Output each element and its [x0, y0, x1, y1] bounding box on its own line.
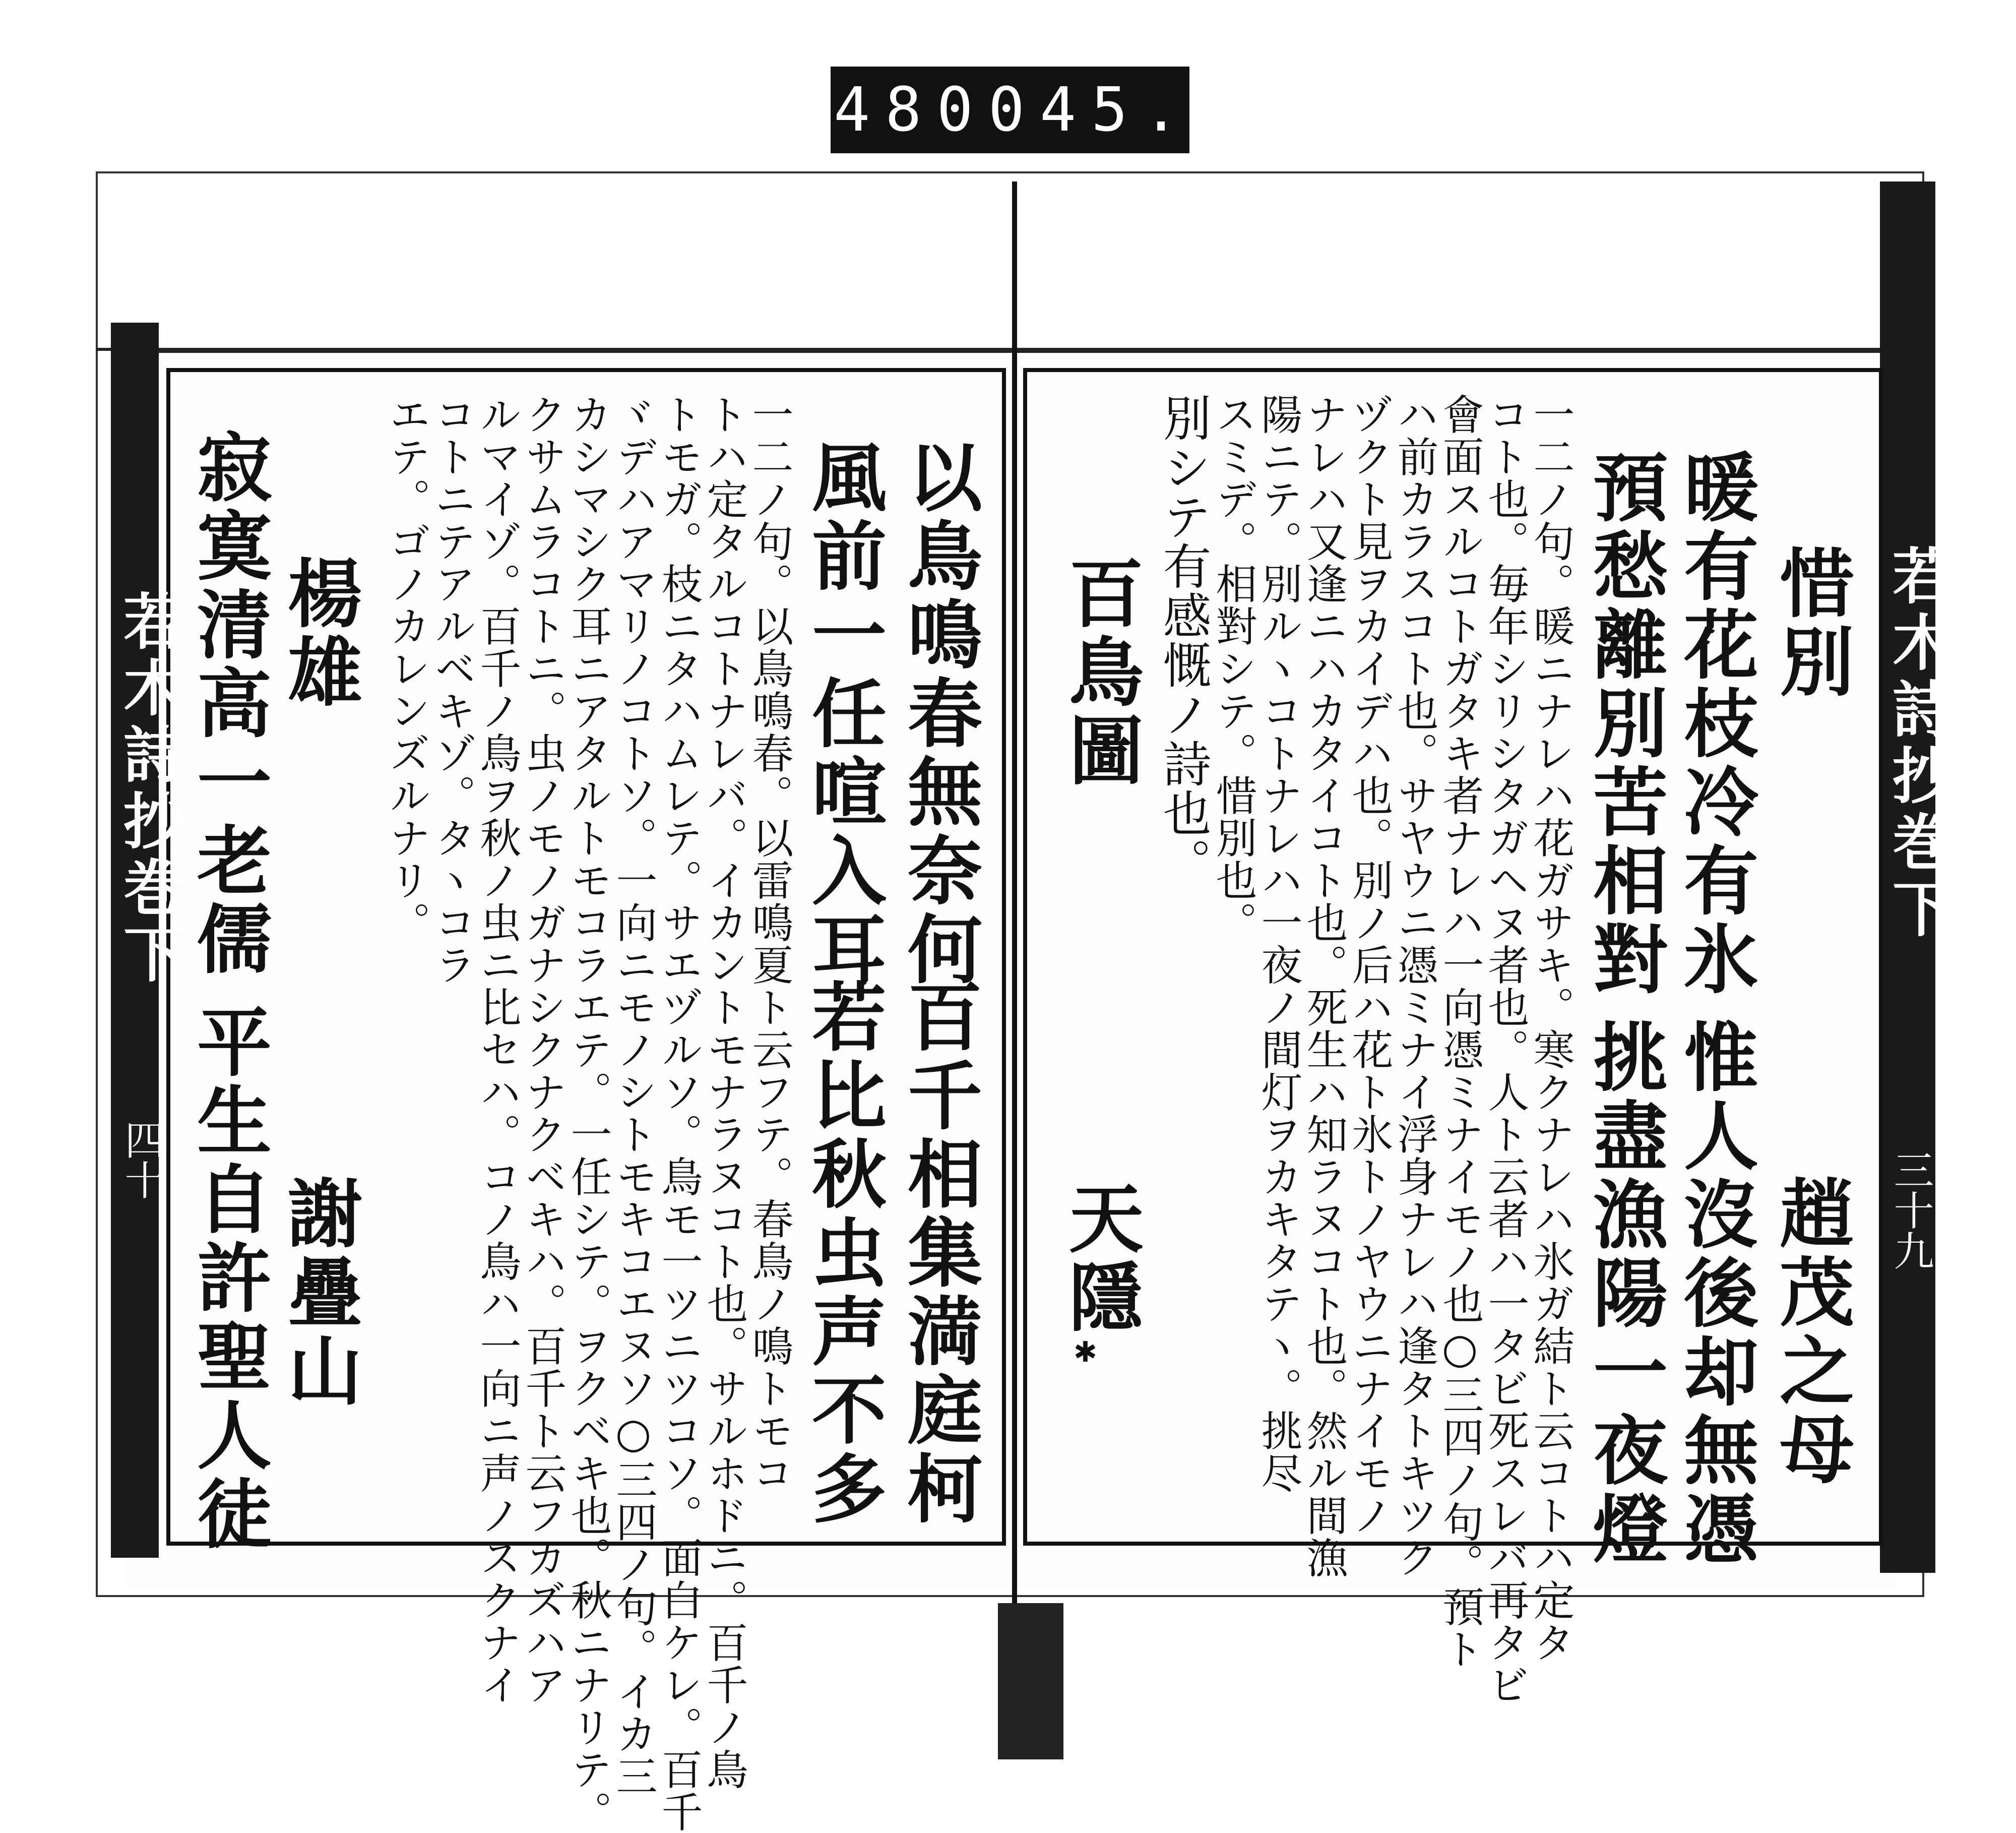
poem-line-1: 暖有花枝冷有氷 [1672, 449, 1759, 999]
archive-number-right: 045. [988, 75, 1194, 145]
poem-line-2: 平生自許聖人徒 [185, 1003, 273, 1554]
poem-line-3: 風前一任喧入耳 [800, 439, 888, 989]
commentary-line: クサムラコトニ。虫ノモノガナシクナクベキハ。百千ト云フカズハア [519, 393, 566, 1706]
commentary-line: コト也。毎年シリシタガヘヌ者也。人ト云者ハ一タビ死スレバ再タビ [1481, 393, 1529, 1706]
poem-line-4: 若比秋虫声不多 [800, 978, 888, 1529]
left-page-header: 若木詩抄巻下 [113, 590, 184, 989]
poem-line-3: 預愁離別苦相對 [1581, 449, 1669, 999]
ink-mark-icon: ✱ [1074, 1336, 1097, 1369]
commentary-line: 別シテ有感慨ノ詩也。 [1155, 393, 1212, 887]
commentary-line: エテ。ゴノカレンズルナリ。 [383, 393, 430, 944]
commentary-line: ルマイゾ。百千ノ鳥ヲ秋ノ虫ニ比セハ。コノ鳥ハ一向ニ声ノスクナイ [473, 393, 521, 1706]
commentary-line: コトニテアルベキゾ。タヽコラ [428, 393, 476, 986]
poem-line-2: 以鳥鳴春無奈何 [896, 439, 983, 989]
poem-author: 楊雄 [276, 555, 363, 712]
poem-line-1: 百千相集満庭柯 [896, 978, 983, 1529]
commentary-line: トハ定タルコトナレバ。イカントモナラヌコト也。サルホドニ。百千ノ鳥 [700, 393, 748, 1791]
poem-author: 趙茂之母 [1768, 1175, 1855, 1489]
right-page-number: 三十九 [1887, 1149, 1934, 1270]
commentary-line: ヅクト見ヲカイデハ也。別ノ后ハ花ト氷トノヤウニナイモノ [1345, 393, 1393, 1537]
poem-author: 謝疊山 [276, 1175, 363, 1411]
commentary-line: ヾデハアマリノコトソ。一向ニモノシトモキコエヌソ○三四ノ句。イカ三 [609, 393, 657, 1797]
commentary-line: スミデ。相對シテ。惜別也。 [1209, 393, 1257, 944]
commentary-line: ハ前カラスコト也。サヤウニ憑ミナイ浮身ナレハ逢タトキツク [1391, 393, 1438, 1579]
book-spine [1012, 181, 1017, 1759]
archive-number-left: 480 [834, 75, 988, 145]
poem-title: 惜別 [1768, 544, 1855, 702]
left-page-number: 四十 [118, 1119, 165, 1200]
poem-author: 天隱 [1057, 1180, 1145, 1337]
commentary-line: 陽ニテ。別ルヽコトナレハ一夜ノ間灯ヲカキタテヽ。挑尽 [1254, 393, 1302, 1494]
commentary-line: ナレハ又逢ニハカタイコト也。死生ハ知ラヌコト也。然ル間漁 [1300, 393, 1348, 1579]
commentary-line: 一二ノ句。以鳥鳴春。以雷鳴夏ト云フテ。春鳥ノ鳴トモコ [745, 393, 793, 1494]
spine-tab [998, 1603, 1063, 1759]
commentary-line: 會面スルコトガタキ者ナレハ一向憑ミナイモノ也○三四ノ句。預ト [1436, 393, 1484, 1670]
poem-line-1: 寂寞清高一老儒 [185, 429, 273, 979]
poem-line-2: 惟人沒後却無憑 [1672, 1018, 1759, 1569]
archive-number-label [831, 67, 1194, 153]
poem-line-4: 挑盡漁陽一夜燈 [1581, 1018, 1669, 1569]
right-page-header: 若木詩抄巻下 [1882, 544, 1954, 944]
commentary-line: 一二ノ句。暖ニナレハ花ガサキ。寒クナレハ氷ガ結ト云コトハ定タ [1527, 393, 1574, 1664]
poem-title: 百鳥圖 [1057, 555, 1145, 790]
commentary-line: カシマシク耳ニアタルトモコラエテ。一任シテ。ヲクベキ也。秋ニナリテ。 [564, 393, 612, 1833]
commentary-line: トモガ。枝ニタハムレテ。サエヅルソ。鳥モ一ツニツコソ。面白ケレ。百千 [655, 393, 703, 1833]
